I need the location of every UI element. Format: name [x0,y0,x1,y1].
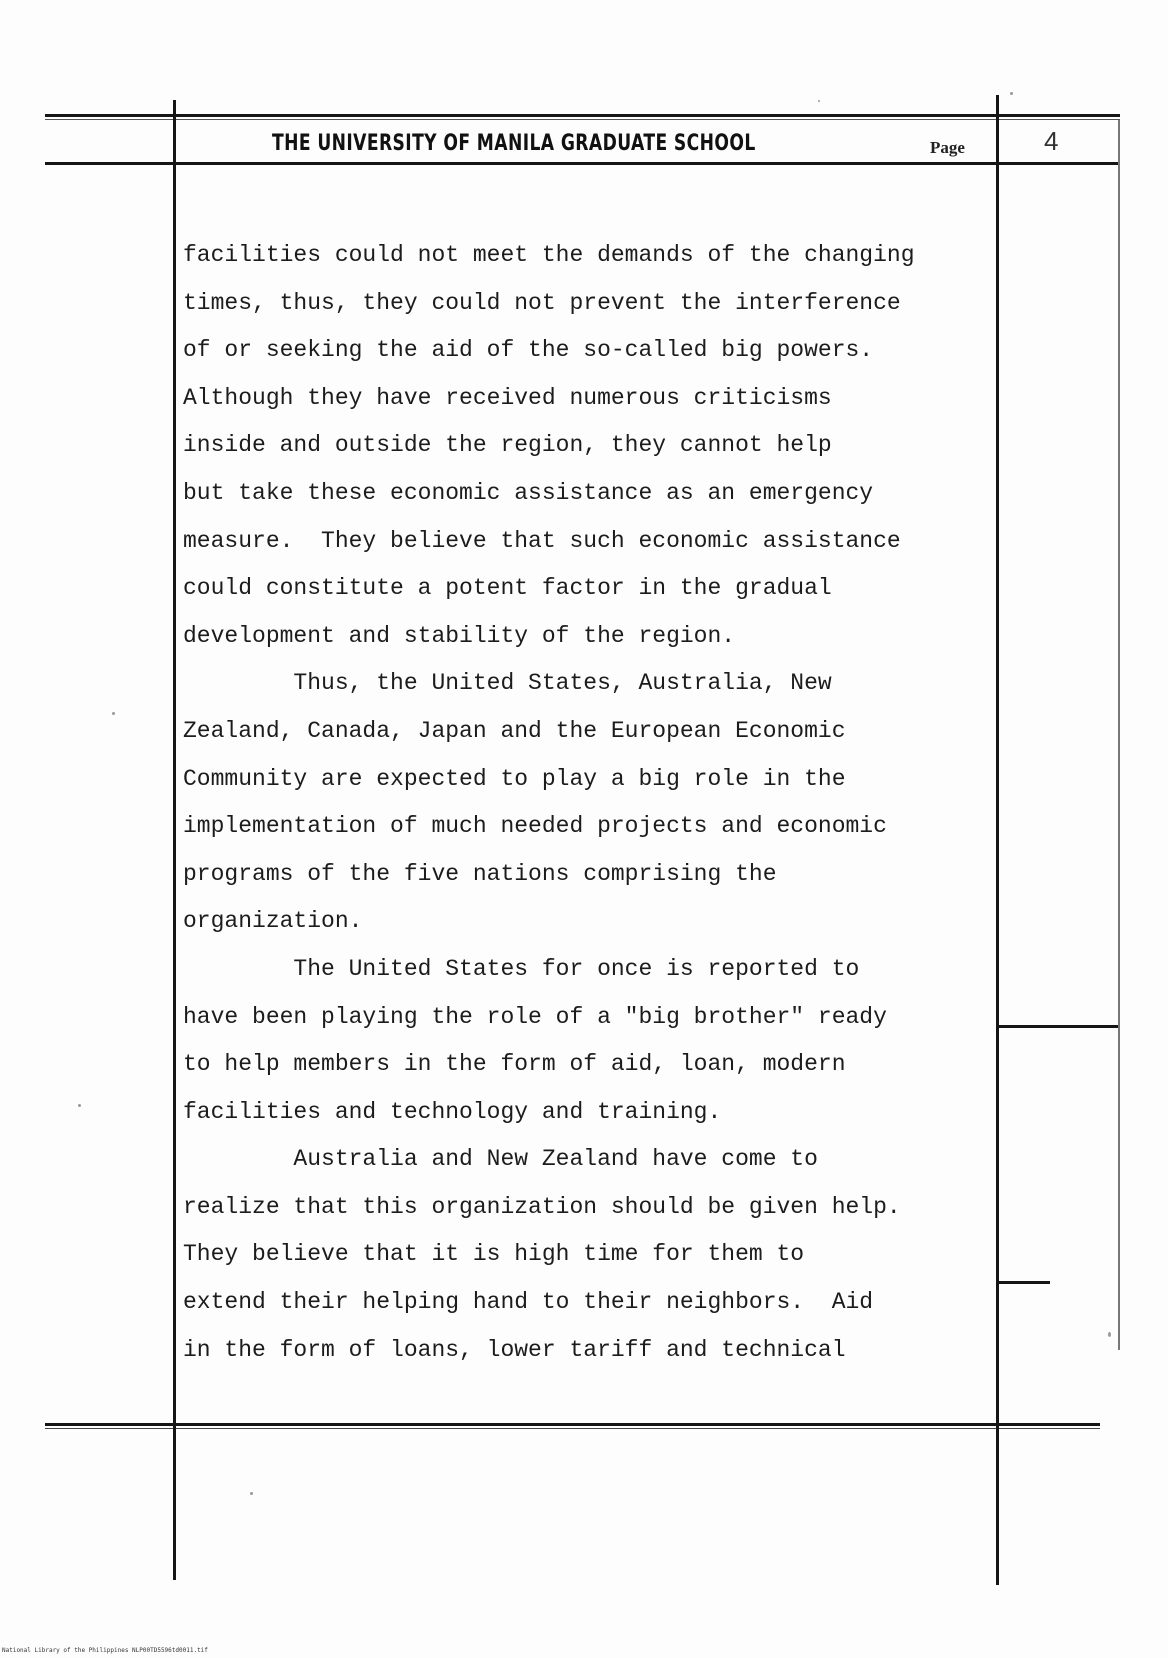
scan-credit: National Library of the Philippines NLP00TD5596td0011.tif [2,1647,208,1654]
text-line: implementation of much needed projects and economic [183,813,887,840]
page-edge-rule [1118,120,1120,1350]
header-top-thin-rule [45,119,1120,120]
text-line: They believe that it is high time for them to [183,1241,805,1268]
scan-speck [1010,92,1013,95]
text-line: organization. [183,908,363,935]
right-margin-rule [996,95,999,1585]
page-label: Page [930,138,965,157]
text-line: development and stability of the region. [183,622,736,649]
text-line: of or seeking the aid of the so-called big powers. [183,337,874,364]
text-line: but take these economic assistance as an emergency [183,479,874,506]
scan-speck [250,1492,253,1495]
text-line: times, thus, they could not prevent the interference [183,289,901,316]
scan-speck [818,100,820,102]
header-top-rule [45,114,1120,117]
text-line: The United States for once is reported to [183,955,860,982]
header-bottom-rule [45,162,1120,165]
scan-speck [112,712,115,715]
text-line: realize that this organization should be given help. [183,1193,901,1220]
text-line: measure. They believe that such economic assistance [183,527,901,554]
text-line: Although they have received numerous criticisms [183,384,832,411]
margin-mark [998,1025,1118,1028]
text-line: Thus, the United States, Australia, New [183,670,832,697]
text-line: to help members in the form of aid, loan, modern [183,1051,846,1078]
text-line: facilities and technology and training. [183,1098,722,1125]
body-text [183,232,983,1374]
page-number: 4 [1044,126,1059,156]
text-line: Community are expected to play a big role in the [183,765,846,792]
footer-top-rule [45,1423,1100,1426]
left-margin-rule [173,100,176,1580]
text-line: facilities could not meet the demands of the changing [183,242,915,268]
text-line: Zealand, Canada, Japan and the European Economic [183,717,846,744]
text-line: inside and outside the region, they cannot help [183,432,832,459]
margin-mark [998,1281,1050,1284]
scan-speck [78,1104,81,1107]
text-line: Australia and New Zealand have come to [183,1146,818,1173]
footer-top-thin-rule [45,1428,1100,1429]
text-line: in the form of loans, lower tariff and technical [183,1336,846,1363]
text-line: programs of the five nations comprising the [183,860,777,887]
text-line: have been playing the role of a "big brother" ready [183,1003,887,1030]
text-line: could constitute a potent factor in the gradual [183,575,832,602]
scan-speck [1108,1332,1111,1337]
school-title: THE UNIVERSITY OF MANILA GRADUATE SCHOOL [272,131,756,156]
text-line: extend their helping hand to their neighbors. Aid [183,1289,874,1316]
